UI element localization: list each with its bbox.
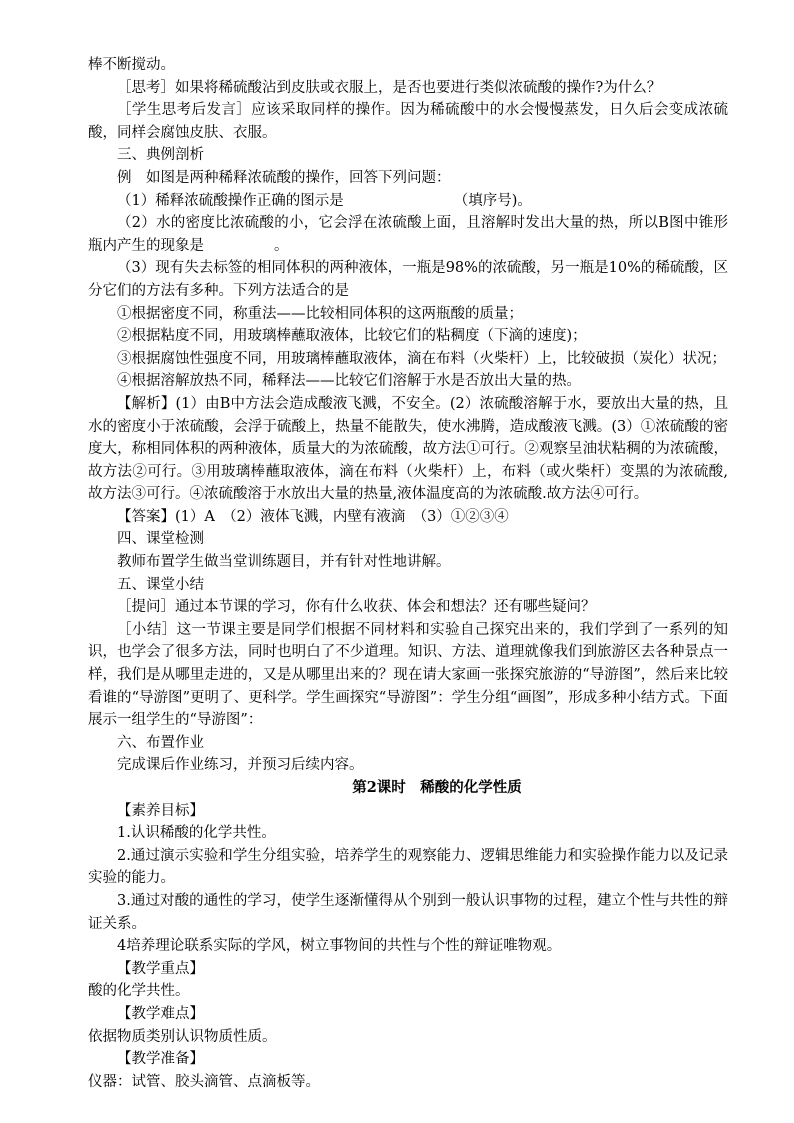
text-line: 棒不断搅动。 — [88, 57, 175, 73]
subheading-key-points: 【教学重点】 — [117, 960, 204, 977]
question-3: （3）现有失去标签的相同体积的两种液体，一瓶是98%的浓硫酸，另一瓶是10%的稀硫酸，区分它们的方法有多种。下列方法适合的是 — [88, 260, 728, 299]
question-2-suffix: 。 — [274, 237, 289, 254]
student-answer: ［学生思考后发言］应该采取同样的操作。因为稀硫酸中的水会慢慢蒸发，日久后会变成浓硫酸，同样会腐蚀皮肤、衣服。 — [88, 102, 728, 141]
text-line: 完成课后作业练习，并预习后续内容。 — [117, 757, 364, 774]
method-4: ④根据溶解放热不同，稀释法——比较它们溶解于水是否放出大量的热。 — [117, 373, 581, 390]
think-question: ［思考］如果将稀硫酸沾到皮肤或衣服上，是否也要进行类似浓硫酸的操作?为什么？ — [117, 79, 662, 96]
text-line: 仪器：试管、胶头滴管、点滴板等。 — [88, 1073, 320, 1090]
goal-1: 1.认识稀酸的化学共性。 — [117, 825, 276, 842]
section-heading-5: 五、课堂小结 — [117, 576, 204, 593]
goal-3: 3.通过对酸的通性的学习，使学生逐渐懂得从个别到一般认识事物的过程，建立个性与共性的辩证关系。 — [88, 892, 728, 932]
text-line: 酸的化学共性。 — [88, 983, 190, 1000]
section-heading-3: 三、典例剖析 — [117, 147, 204, 164]
subheading-difficulties: 【教学难点】 — [117, 1005, 204, 1022]
analysis: 【解析】(1）由B中方法会造成酸液飞溅，不安全。(2）浓硫酸溶解于水，要放出大量的热，且水的密度小于浓硫酸，会浮于硫酸上，热量不能散失，使水沸腾，造成酸液飞溅。(3）①浓硫酸的密度大，称相同体积的两种液体，质量大的为浓硫酸，故方法①可行。②观察呈油状粘稠的为浓硫酸，故方法②可行。③用玻璃棒蘸取液体，滴在布料（火柴杆）上，布料（或火柴杆）变黑的为浓硫酸,故方法③可行。④浓硫酸溶于水放出大量的热量,液体温度高的为浓硫酸.故方法④可行。 — [88, 395, 728, 503]
text-line: 教师布置学生做当堂训练题目，并有针对性地讲解。 — [117, 554, 451, 571]
section-heading-6: 六、布置作业 — [117, 734, 204, 751]
question-2 — [88, 212, 728, 257]
subheading-goals: 【素养目标】 — [117, 802, 204, 819]
teacher-question: ［提问］通过本节课的学习，你有什么收获、体会和想法？还有哪些疑问？ — [117, 599, 596, 616]
method-3: ③根据腐蚀性强度不同，用玻璃棒蘸取液体，滴在布料（火柴杆）上，比较破损（炭化）状况； — [117, 350, 726, 367]
question-1-suffix: （填序号)。 — [453, 192, 532, 209]
summary: ［小结］这一节课主要是同学们根据不同材料和实验自己探究出来的，我们学到了一系列的知识，也学会了很多方法，同时也明白了不少道理。知识、方法、道理就像我们到旅游区去各种景点一样，我们是从哪里走进的，又是从哪里出来的？现在请大家画一张探究旅游的“导游图”，然后来比较看谁的“导游图”更明了、更科学。学生画探究“导游图”：学生分组“画图”，形成多种小结方式。下面展示一组学生的“导游图”： — [88, 621, 728, 729]
method-1: ①根据密度不同，称重法——比较相同体积的这两瓶酸的质量； — [117, 305, 523, 322]
question-1-text: （1）稀释浓硫酸操作正确的图示是 — [117, 192, 344, 209]
answer: 【答案】(1）A （2）液体飞溅，内壁有液滴 （3）①②③④ — [117, 508, 509, 525]
section-heading-4: 四、课堂检测 — [117, 531, 204, 548]
example-intro: 例 如图是两种稀释浓硫酸的操作，回答下列问题： — [117, 169, 451, 186]
document-page — [88, 54, 728, 1093]
goal-2: 2.通过演示实验和学生分组实验，培养学生的观察能力、逻辑思维能力和实验操作能力以及记录实验的能力。 — [88, 847, 728, 887]
lesson-title: 第2课时 稀酸的化学性质 — [352, 779, 522, 796]
text-line: 依据物质类别认识物质性质。 — [88, 1028, 277, 1045]
subheading-preparation: 【教学准备】 — [117, 1051, 204, 1068]
goal-4: 4培养理论联系实际的学风，树立事物间的共性与个性的辩证唯物观。 — [117, 938, 562, 955]
question-1 — [88, 190, 728, 213]
method-2: ②根据粘度不同，用玻璃棒蘸取液体，比较它们的粘稠度（下滴的速度)； — [117, 328, 587, 345]
question-2-text: （2）水的密度比浓硫酸的小，它会浮在浓硫酸上面，且溶解时发出大量的热，所以B图中锥形瓶内产生的现象是 — [88, 215, 728, 254]
